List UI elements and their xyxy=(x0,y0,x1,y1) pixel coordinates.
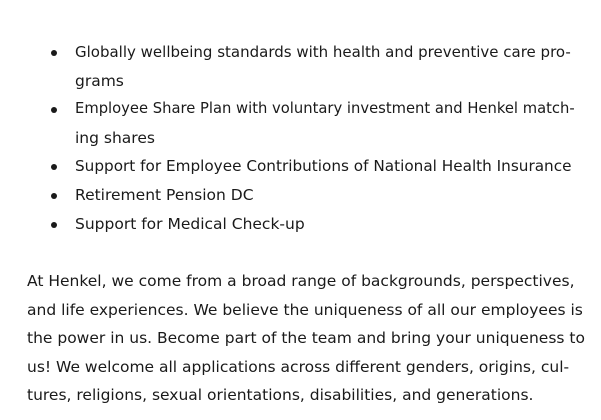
paragraph-line: At Henkel, we come from a broad range of backgrounds, perspectives, xyxy=(27,272,575,290)
paragraph-line: us! We welcome all applications across different genders, origins, cul- xyxy=(27,357,570,376)
benefit-item-wellbeing xyxy=(0,38,601,95)
paragraph-line: and life experiences. We believe the uniqueness of all our employees is xyxy=(27,300,583,319)
benefit-item-pension xyxy=(0,181,601,210)
benefit-item-medical-checkup xyxy=(0,210,601,239)
bullet-icon xyxy=(51,193,57,199)
bullet-icon xyxy=(51,50,57,56)
benefit-text-line: Support for Employee Contributions of National Health Insurance xyxy=(75,157,572,176)
benefit-item-health-insurance xyxy=(0,152,601,181)
benefit-text-line: ing shares xyxy=(75,128,155,147)
benefit-text-line: Employee Share Plan with voluntary investment and Henkel match- xyxy=(75,100,575,118)
paragraph-line: the power in us. Become part of the team and bring your uniqueness to xyxy=(27,329,585,348)
benefit-text-line: grams xyxy=(75,71,124,90)
benefits-list xyxy=(0,38,601,238)
bullet-icon xyxy=(51,164,57,170)
diversity-paragraph xyxy=(27,267,587,410)
bullet-icon xyxy=(51,222,57,228)
benefit-text-line: Globally wellbeing standards with health and preventive care pro- xyxy=(75,43,571,61)
paragraph-line: tures, religions, sexual orientations, disabilities, and generations. xyxy=(27,386,534,405)
benefit-text-line: Retirement Pension DC xyxy=(75,185,254,204)
benefit-item-share-plan xyxy=(0,95,601,152)
bullet-icon xyxy=(51,107,57,113)
benefit-text-line: Support for Medical Check-up xyxy=(75,214,305,233)
